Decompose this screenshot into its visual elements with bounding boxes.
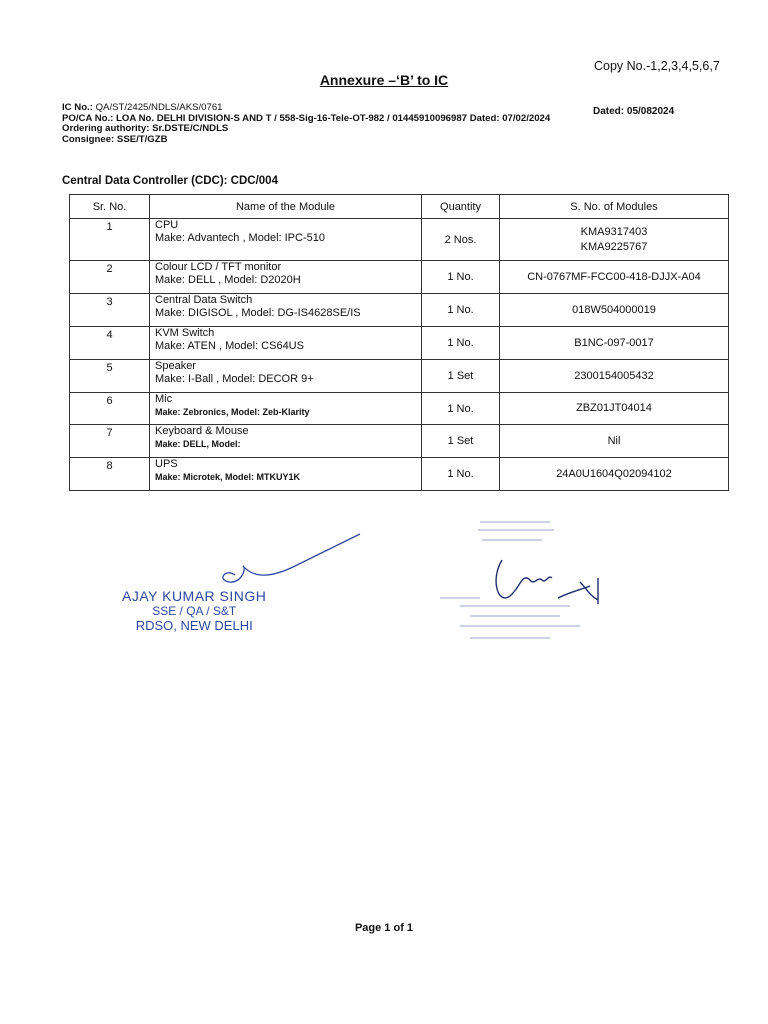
consignee-value: SSE/T/GZB [116, 133, 168, 145]
module-make: Make: I-Ball , Model: DECOR 9+ [155, 373, 314, 385]
cell-quantity: 1 No. [422, 327, 500, 360]
cell-module [150, 261, 422, 294]
cell-module [150, 327, 422, 360]
copy-number: Copy No.-1,2,3,4,5,6,7 [594, 59, 720, 73]
cell-sr: 8 [70, 458, 150, 491]
cell-quantity: 1 No. [422, 294, 500, 327]
module-name: Colour LCD / TFT monitor [155, 261, 282, 273]
table-row [70, 294, 729, 327]
table-row [70, 425, 729, 458]
module-name: Mic [155, 393, 173, 405]
serial-number: 018W504000019 [572, 303, 656, 316]
module-make: Make: DELL, Model: [155, 439, 241, 449]
serial-number: KMA9225767 [580, 240, 648, 253]
table-row [70, 393, 729, 425]
modules-table [69, 194, 729, 491]
cell-serials [500, 360, 729, 393]
cell-sr: 2 [70, 261, 150, 294]
ic-label: IC No.: [62, 102, 93, 113]
header-module-name: Name of the Module [150, 195, 422, 219]
cell-module [150, 458, 422, 491]
cell-module [150, 294, 422, 327]
cell-quantity: 2 Nos. [422, 219, 500, 261]
cell-sr: 4 [70, 327, 150, 360]
cell-serials [500, 458, 729, 491]
table-row [70, 219, 729, 261]
module-name: Speaker [155, 360, 196, 372]
serial-number: Nil [607, 434, 621, 447]
module-name: CPU [155, 219, 179, 231]
table-row [70, 261, 729, 294]
table-row [70, 458, 729, 491]
page-number: Page 1 of 1 [354, 922, 414, 934]
cell-serials [500, 327, 729, 360]
header-serial-numbers: S. No. of Modules [500, 195, 729, 219]
cell-serials [500, 219, 729, 261]
header-block [62, 103, 550, 145]
serial-number: B1NC-097-0017 [574, 336, 654, 349]
header-quantity: Quantity [422, 195, 500, 219]
module-make: Make: DIGISOL , Model: DG-IS4628SE/IS [155, 307, 361, 319]
module-make: Make: ATEN , Model: CS64US [155, 340, 304, 352]
table-row [70, 327, 729, 360]
cell-module [150, 360, 422, 393]
header-sr-no: Sr. No. [70, 195, 150, 219]
signature-left [195, 528, 365, 588]
module-name: UPS [155, 458, 178, 470]
cell-quantity: 1 No. [422, 458, 500, 491]
cell-serials [500, 425, 729, 458]
cell-quantity: 1 Set [422, 360, 500, 393]
cell-quantity: 1 No. [422, 261, 500, 294]
signatory-stamp [122, 588, 266, 633]
page-title: Annexure –‘B’ to IC [319, 72, 449, 88]
document-date: Dated: 05/082024 [593, 106, 675, 117]
cell-sr: 5 [70, 360, 150, 393]
cell-sr: 1 [70, 219, 150, 261]
serial-number: ZBZ01JT04014 [576, 402, 652, 414]
serial-number: 24A0U1604Q02094102 [556, 467, 672, 480]
cell-serials [500, 393, 729, 425]
serial-number: CN-0767MF-FCC00-418-DJJX-A04 [527, 270, 701, 283]
consignee-label: Consignee: [62, 133, 115, 145]
ic-value: QA/ST/2425/NDLS/AKS/0761 [95, 102, 223, 113]
signatory-designation: SSE / QA / S&T [152, 604, 237, 618]
po-dated: Dated: 07/02/2024 [469, 112, 551, 124]
table-header-row [70, 195, 729, 219]
countersign-stamp [430, 500, 610, 660]
po-value: LOA No. DELHI DIVISION-S AND T / 558-Sig-16-Tele-OT-982 / 01445910096987 [116, 112, 468, 124]
table-row [70, 360, 729, 393]
signatory-name: AJAY KUMAR SINGH [122, 588, 267, 604]
cell-serials [500, 261, 729, 294]
cell-quantity: 1 Set [422, 425, 500, 458]
cell-sr: 6 [70, 393, 150, 425]
po-label: PO/CA No.: [62, 112, 114, 124]
cell-serials [500, 294, 729, 327]
cell-module [150, 425, 422, 458]
cell-module [150, 393, 422, 425]
ordering-value: Sr.DSTE/C/NDLS [152, 123, 229, 135]
cell-sr: 7 [70, 425, 150, 458]
module-make: Make: Zebronics, Model: Zeb-Klarity [155, 407, 310, 417]
module-make: Make: DELL , Model: D2020H [155, 274, 301, 286]
module-name: Keyboard & Mouse [155, 425, 249, 437]
section-title: Central Data Controller (CDC): CDC/004 [62, 175, 278, 187]
cell-module [150, 219, 422, 261]
cell-sr: 3 [70, 294, 150, 327]
module-make: Make: Advantech , Model: IPC-510 [155, 232, 325, 244]
module-name: KVM Switch [155, 327, 215, 339]
signatory-organisation: RDSO, NEW DELHI [135, 618, 253, 633]
module-make: Make: Microtek, Model: MTKUY1K [155, 472, 301, 482]
serial-number: KMA9317403 [580, 225, 648, 238]
module-name: Central Data Switch [155, 294, 253, 306]
consignee-row [62, 135, 550, 146]
ordering-label: Ordering authority: [62, 123, 150, 135]
serial-number: 2300154005432 [574, 369, 654, 382]
cell-quantity: 1 No. [422, 393, 500, 425]
